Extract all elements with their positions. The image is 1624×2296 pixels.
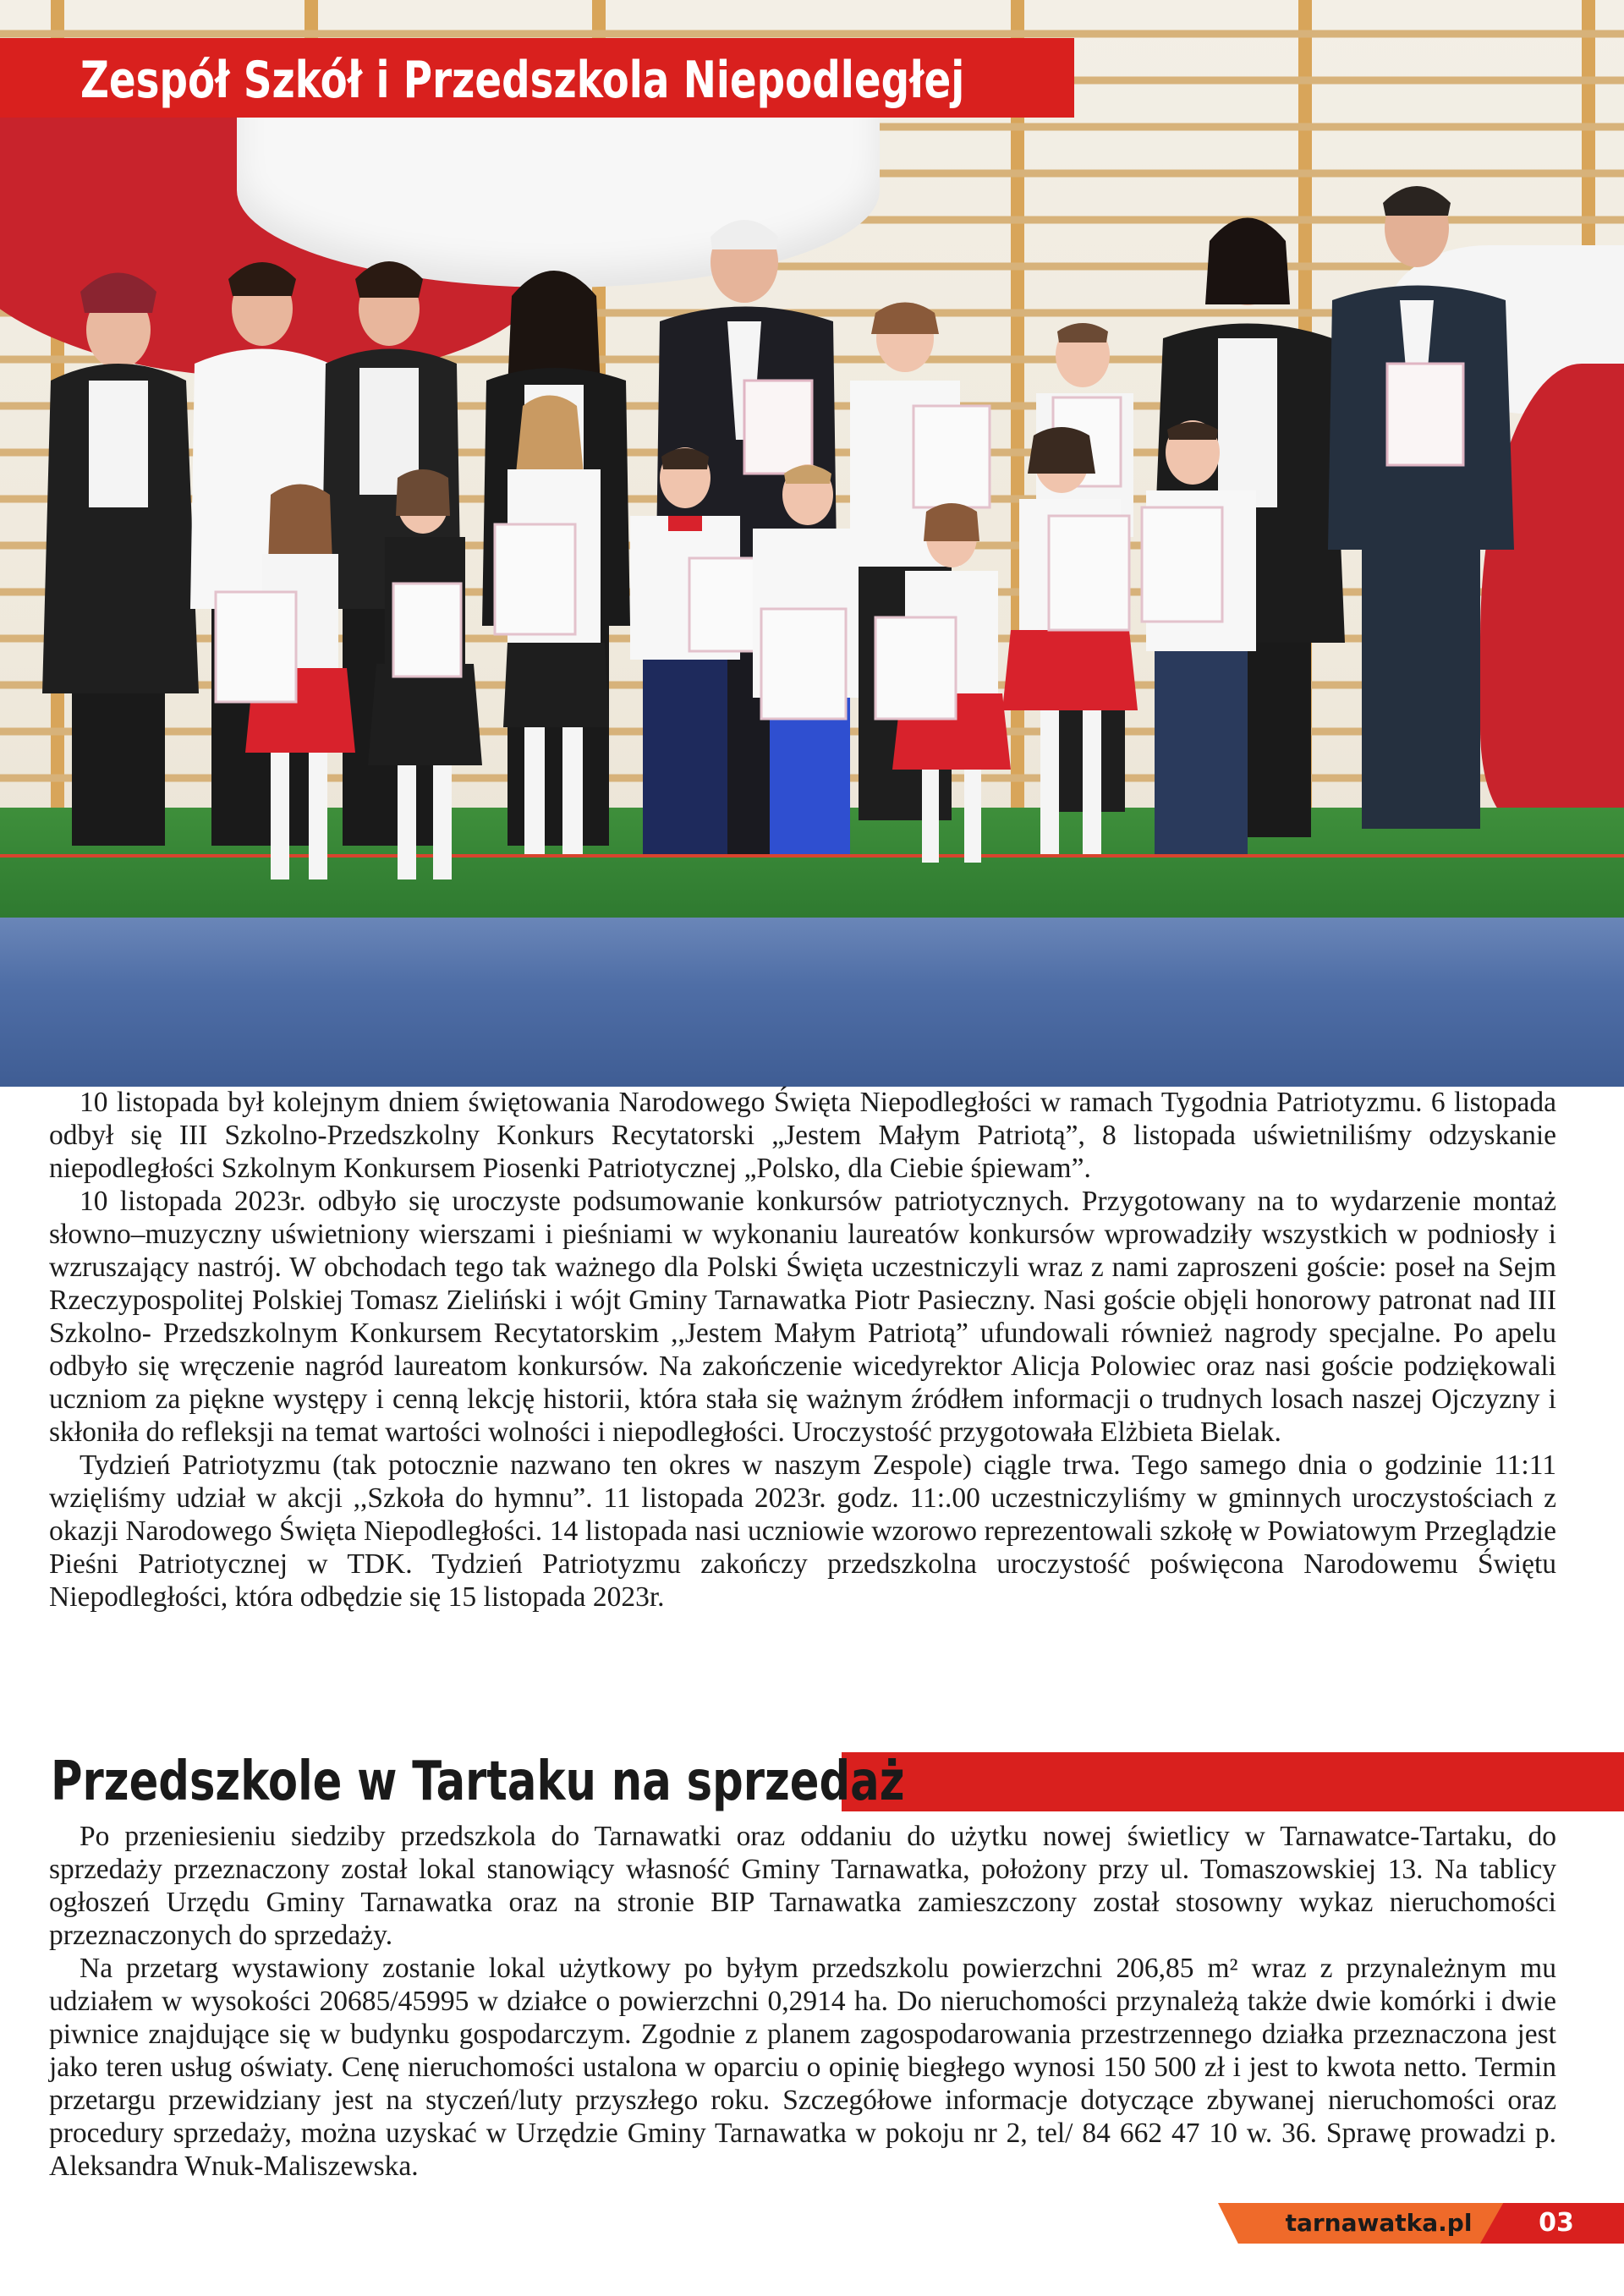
paragraph: 10 listopada 2023r. odbyło się uroczyste podsumowanie konkursów patriotycznych. Przygotowany na to wydarzenie montaż słowno–muzyczny uświetniony wierszami i pieśniami w wykonaniu laureatów konkursów wprowadziły wszystkich w podniosły i wzruszający nastrój. W obchodach tego tak ważnego dla Polski Święta uczestniczyli wraz z nami zaproszeni goście: poseł na Sejm Rzeczypospolitej Polskiej Tomasz Zieliński i wójt Gminy Tarnawatka Piotr Pasieczny. Nasi goście objęli honorowy patronat nad III Szkolno- Przedszkolnym Konkursem Recytatorskim ,,Jestem Małym Patriotą” ufundowali również nagrody specjalne. Po apelu odbyło się wręczenie nagród laureatom konkursów. Na zakończenie wicedyrektor Alicja Polowiec oraz nasi goście podziękowali uczniom za piękne występy i cenną lekcję historii, która stała się ważnym źródłem informacji o trudnych losach naszej Ojczyzny i skłoniła do refleksji na temat wartości wolności i niepodległości. Uroczystość przygotowała Elżbieta Bielak. [49,1186,1556,1448]
section-title: Przedszkole w Tartaku na sprzedaż [51,1751,905,1813]
paragraph: Na przetarg wystawiony zostanie lokal użytkowy po byłym przedszkolu powierzchni 206,85 m² wraz z przynależnym mu udziałem w wysokości 20685/45995 w działce o powierzchni 0,2914 ha. Do nieruchomości przynależą także dwie komórki i dwie piwnice znajdujące się w budynku gospodarczym. Zgodnie z planem zagospodarowania przestrzennego działka przeznaczona jest jako teren usług oświaty. Cenę nieruchomości ustalona w oparciu o opinię biegłego wynosi 150 500 zł i jest to kwota netto. Termin przetargu przewidziany jest na styczeń/luty przyszłego roku. Szczegółowe informacje dotyczące zbywanej nieruchomości oraz procedury sprzedaży, można uzyskać w Urzędzie Gminy Tarnawatka w pokoju nr 2, tel/ 84 662 47 10 w. 36. Sprawę prowadzi p. Aleksandra Wnuk-Maliszewska. [49,1953,1556,2182]
article-preschool-sale [49,1820,1556,2183]
group-photo [0,0,1624,1087]
people-group [0,0,1624,1087]
paragraph: 10 listopada był kolejnym dniem świętowania Narodowego Święta Niepodległości w ramach Tygodnia Patriotyzmu. 6 listopada odbył się III Szkolno-Przedszkolny Konkurs Recytatorski „Jestem Małym Patriotą”, 8 listopada uświetniliśmy odzyskanie niepodległości Szkolnym Konkursem Piosenki Patriotycznej „Polsko, dla Ciebie śpiewam”. [49,1087,1556,1184]
page-title: Zespół Szkół i Przedszkola Niepodległej [80,51,965,110]
page-number: 03 [1539,2208,1574,2238]
diploma [744,381,812,474]
paragraph: Po przeniesieniu siedziby przedszkola do Tarnawatki oraz oddaniu do użytku nowej świetlicy w Tarnawatce-Tartaku, do sprzedaży przeznaczony został lokal stanowiący własność Gminy Tarnawatka, położony przy ul. Tomaszowskiej 13. Na tablicy ogłoszeń Urzędu Gminy Tarnawatka oraz na stronie BIP Tarnawatka zamieszczony został stosowny wykaz nieruchomości przeznaczonych do sprzedaży. [49,1821,1556,1951]
adult-figure [1328,186,1514,829]
section-title-bar [842,1752,1624,1811]
article-patriotism [49,1086,1556,1614]
footer-site-name: tarnawatka.pl [1285,2209,1473,2237]
paragraph: Tydzień Patriotyzmu (tak potocznie nazwano ten okres w naszym Zespole) ciągle trwa. Tego samego dnia o godzinie 11:11 wzięliśmy udział w akcji ,,Szkoła do hymnu”. 11 listopada 2023r. godz. 11:.00 uczestniczyliśmy w gminnych uroczystościach z okazji Narodowego Święta Niepodległości. 14 listopada nasi uczniowie wzorowo reprezentowali szkołę w Powiatowym Przeglądzie Pieśni Patriotycznej w TDK. Tydzień Patriotyzmu zakończy przedszkolna uroczystość poświęcona Narodowemu Świętu Niepodległości, która odbędzie się 15 listopada 2023r. [49,1449,1556,1613]
adult-figure [42,273,199,847]
diploma [1387,364,1463,465]
